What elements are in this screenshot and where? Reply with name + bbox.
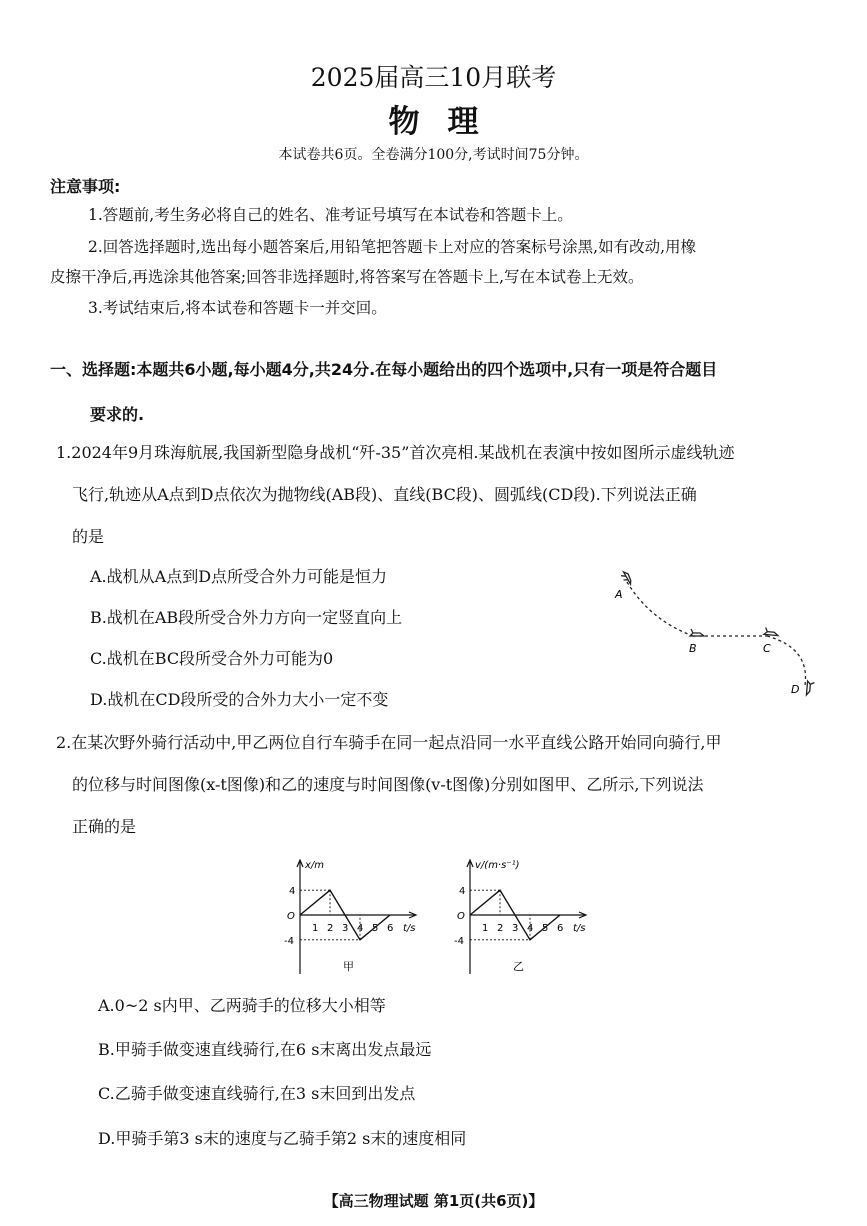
y-axis-label: x/m [305,860,325,871]
subject-title: 物理 [388,104,507,140]
q1-stem: 1.2024年9月珠海航展,我国新型隐身战机“歼-35”首次亮相.某战机在表演中按如图所示虚线轨迹 [56,443,735,462]
jet-icon [806,681,814,696]
y-tick-label: 4 [459,886,466,898]
x-tick-label: 4 [357,923,364,934]
y-tick-label: 4 [289,886,296,898]
x-tick-label: 5 [542,923,549,934]
arc-cd [767,636,806,685]
q1-option-c: C.战机在BC段所受合外力可能为0 [90,649,334,668]
note-item: 皮擦干净后,再选涂其他答案;回答非选择题时,将答案写在答题卡上,写在本试卷上无效。 [50,268,644,286]
q2-option-d: D.甲骑手第3 s末的速度与乙骑手第2 s末的速度相同 [98,1129,467,1148]
x-tick-label: 6 [557,923,564,934]
x-tick-label: 2 [327,923,334,934]
section-heading: 一、选择题:本题共6小题,每小题4分,共24分.在每小题给出的四个选项中,只有一项是符合题目 [50,360,718,379]
note-item: 3.考试结束后,将本试卷和答题卡一并交回。 [88,299,387,317]
flight-path-figure [605,560,830,710]
x-tick-label: 3 [512,923,519,934]
x-tick-label: 2 [497,923,504,934]
jet-icon [690,629,704,636]
q2-stem: 正确的是 [72,817,137,836]
jet-icon [620,570,633,586]
q1-option-d: D.战机在CD段所受的合外力大小一定不变 [90,690,389,709]
x-axis-label: t/s [403,923,416,934]
q2-stem: 2.在某次野外骑行活动中,甲乙两位自行车骑手在同一起点沿同一水平直线公路开始同向骑行,甲 [56,733,722,752]
arc-ab [627,582,693,636]
notes-heading: 注意事项: [50,177,121,196]
note-item: 2.回答选择题时,选出每小题答案后,用铅笔把答题卡上对应的答案标号涂黑,如有改动,用橡 [88,238,696,256]
section-heading-cont: 要求的. [90,405,145,424]
q1-stem: 飞行,轨迹从A点到D点依次为抛物线(AB段)、直线(BC段)、圆弧线(CD段).下列说法正确 [72,485,697,504]
chart-caption: 甲 [343,960,354,973]
point-c-label: C [763,642,771,655]
x-tick-label: 6 [387,923,394,934]
q1-option-b: B.战机在AB段所受合外力方向一定竖直向上 [90,608,403,627]
page-footer: 【高三物理试题 第1页(共6页)】 [323,1192,544,1210]
point-b-label: B [689,642,697,655]
x-tick-label: 3 [342,923,349,934]
point-d-label: D [791,683,800,696]
x-tick-label: 1 [312,923,319,934]
q1-stem: 的是 [72,527,105,546]
x-tick-label: 1 [482,923,489,934]
q2-stem: 的位移与时间图像(x-t图像)和乙的速度与时间图像(v-t图像)分别如图甲、乙所示,下列说法 [72,775,704,794]
chart-caption: 乙 [513,960,524,973]
y-axis-label: v/(m·s⁻¹) [475,860,520,871]
origin-label: O [287,911,295,922]
origin-label: O [457,911,465,922]
q2-option-c: C.乙骑手做变速直线骑行,在3 s末回到出发点 [98,1084,416,1103]
chart-yi [450,852,615,982]
x-tick-label: 4 [527,923,534,934]
q2-option-b: B.甲骑手做变速直线骑行,在6 s末离出发点最远 [98,1040,432,1059]
note-item: 1.答题前,考生务必将自己的姓名、准考证号填写在本试卷和答题卡上。 [88,206,573,224]
exam-intro: 本试卷共6页。全卷满分100分,考试时间75分钟。 [278,147,589,163]
y-tick-label: -4 [454,935,464,947]
x-axis-label: t/s [573,923,586,934]
q2-option-a: A.0~2 s内甲、乙两骑手的位移大小相等 [98,996,386,1015]
exam-title: 2025届高三10月联考 [310,63,557,92]
point-a-label: A [615,588,623,601]
chart-jia [280,852,440,982]
x-tick-label: 5 [372,923,379,934]
jet-icon [764,627,779,635]
q1-option-a: A.战机从A点到D点所受合外力可能是恒力 [90,567,388,586]
y-tick-label: -4 [284,935,294,947]
